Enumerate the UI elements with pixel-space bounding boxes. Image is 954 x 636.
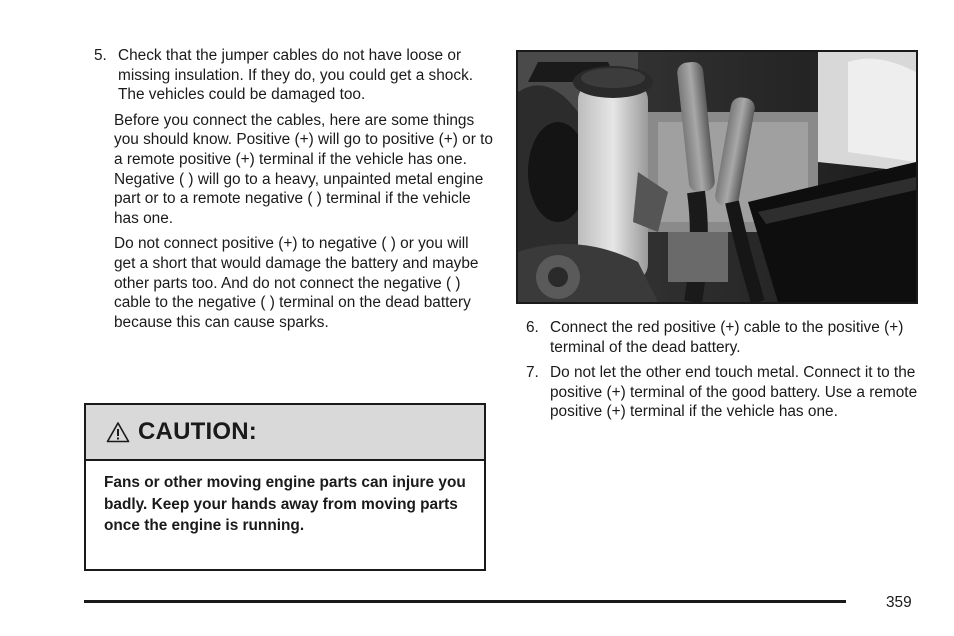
step-7 [526,363,926,422]
step-text: Check that the jumper cables do not have loose or missing insulation. If they do, you could get a shock. The vehicles could be damaged too. [118,47,474,104]
caution-box [84,403,486,571]
step-5 [94,46,494,105]
caution-text: Fans or other moving engine parts can injure you badly. Keep your hands away from moving parts once the engine is running. [104,474,466,535]
step-number: 6. [526,319,539,336]
left-column [94,46,494,332]
step-6 [526,318,926,357]
step-text: Do not let the other end touch metal. Connect it to the positive (+) terminal of the good battery. Use a remote positive (+) terminal if the vehicle has one. [550,364,918,421]
paragraph-short-warning: Do not connect positive (+) to negative ( ) or you will get a short that would damage the battery and maybe other parts too. And do not connect the negative ( ) cable to the negative ( ) terminal on the dead battery because this can cause sparks. [114,235,479,331]
warning-triangle-icon [106,421,130,443]
right-column [526,318,926,428]
page-number: 359 [886,594,912,611]
step-number: 5. [94,47,107,64]
caution-title: CAUTION: [138,418,257,445]
jumper-cable-photo-illustration [518,52,916,302]
engine-bay-photo [516,50,918,304]
step-number: 7. [526,364,539,382]
step-text: Connect the red positive (+) cable to the positive (+) terminal of the dead battery. [550,319,904,356]
caution-header [86,405,484,461]
paragraph-cable-info: Before you connect the cables, here are some things you should know. Positive (+) will go to positive (+) or to a remote positive (+) terminal if the vehicle has one. Negative ( ) will go to a heavy, unpainted metal engine part or to a remote negative ( ) terminal if the vehicle has one. [114,111,493,227]
footer-rule [84,600,846,603]
